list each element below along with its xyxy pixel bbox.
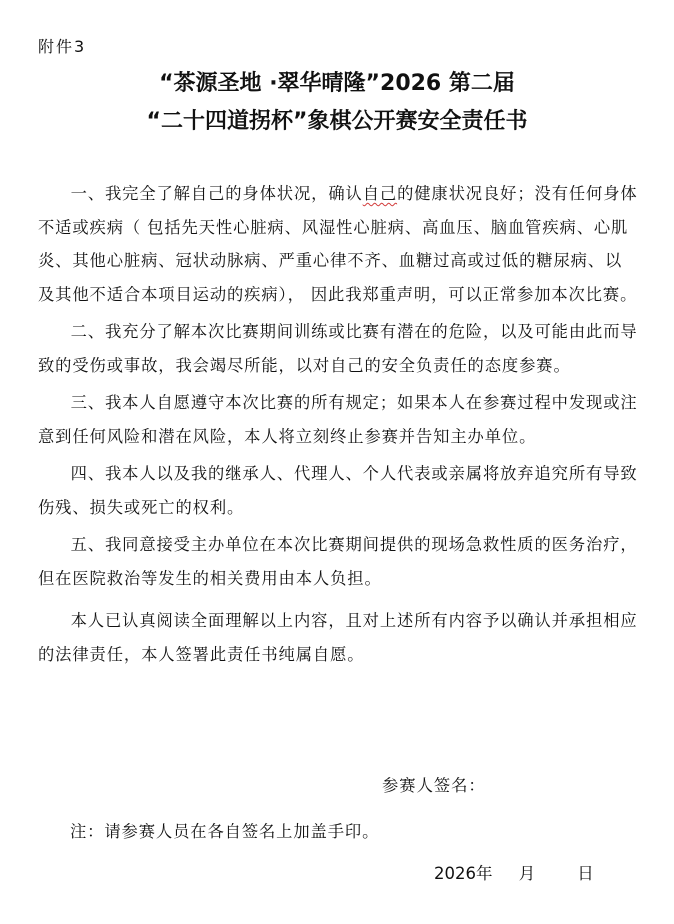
clause-5: 五、我同意接受主办单位在本次比赛期间提供的现场急救性质的医务治疗，但在医院救治等发生的相关费用由本人负担。: [38, 535, 638, 588]
date-day-unit: 日: [577, 864, 594, 883]
clause-1: 一、我完全了解自己的身体状况，确认自己的健康状况良好；没有任何身体不适或疾病（ 包括先天性心脏病、风湿性心脏病、高血压、脑血管疾病、心肌炎、其他心脏病、冠状动脉病、严重心律不齐、血糖过高或过低的糖尿病、以及其他不适合本项目运动的疾病）， 因此我郑重声明，可以正常参加本次比赛。: [38, 184, 638, 304]
clause-2: 二、我充分了解本次比赛期间训练或比赛有潜在的危险，以及可能由此而导致的受伤或事故，我会竭尽所能，以对自己的安全负责任的态度参赛。: [38, 322, 638, 375]
document-title-line-2: “二十四道拐杯”象棋公开赛安全责任书: [146, 109, 528, 134]
declaration-paragraph: 本人已认真阅读全面理解以上内容，且对上述所有内容予以确认并承担相应的法律责任，本人签署此责任书纯属自愿。: [38, 611, 638, 664]
document-body: [38, 177, 638, 675]
signature-label: 参赛人签名：: [382, 776, 486, 795]
date-year: 2026: [434, 864, 476, 883]
attachment-label: 附件3: [38, 37, 87, 56]
clause-3: 三、我本人自愿遵守本次比赛的所有规定；如果本人在参赛过程中发现或注意到任何风险和潜在风险，本人将立刻终止参赛并告知主办单位。: [38, 393, 638, 446]
footnote: 注：请参赛人员在各自签名上加盖手印。: [70, 822, 380, 841]
date-month-unit: 月: [518, 864, 536, 883]
clause-4: 四、我本人以及我的继承人、代理人、个人代表或亲属将放弃追究所有导致伤残、损失或死亡的权利。: [38, 464, 638, 517]
date-line: [434, 860, 594, 884]
document-title-line-1: “茶源圣地 ·翠华晴隆”2026 第二届: [159, 71, 515, 96]
date-year-unit: 年: [476, 864, 493, 883]
spellcheck-underline: 自己: [362, 184, 398, 203]
